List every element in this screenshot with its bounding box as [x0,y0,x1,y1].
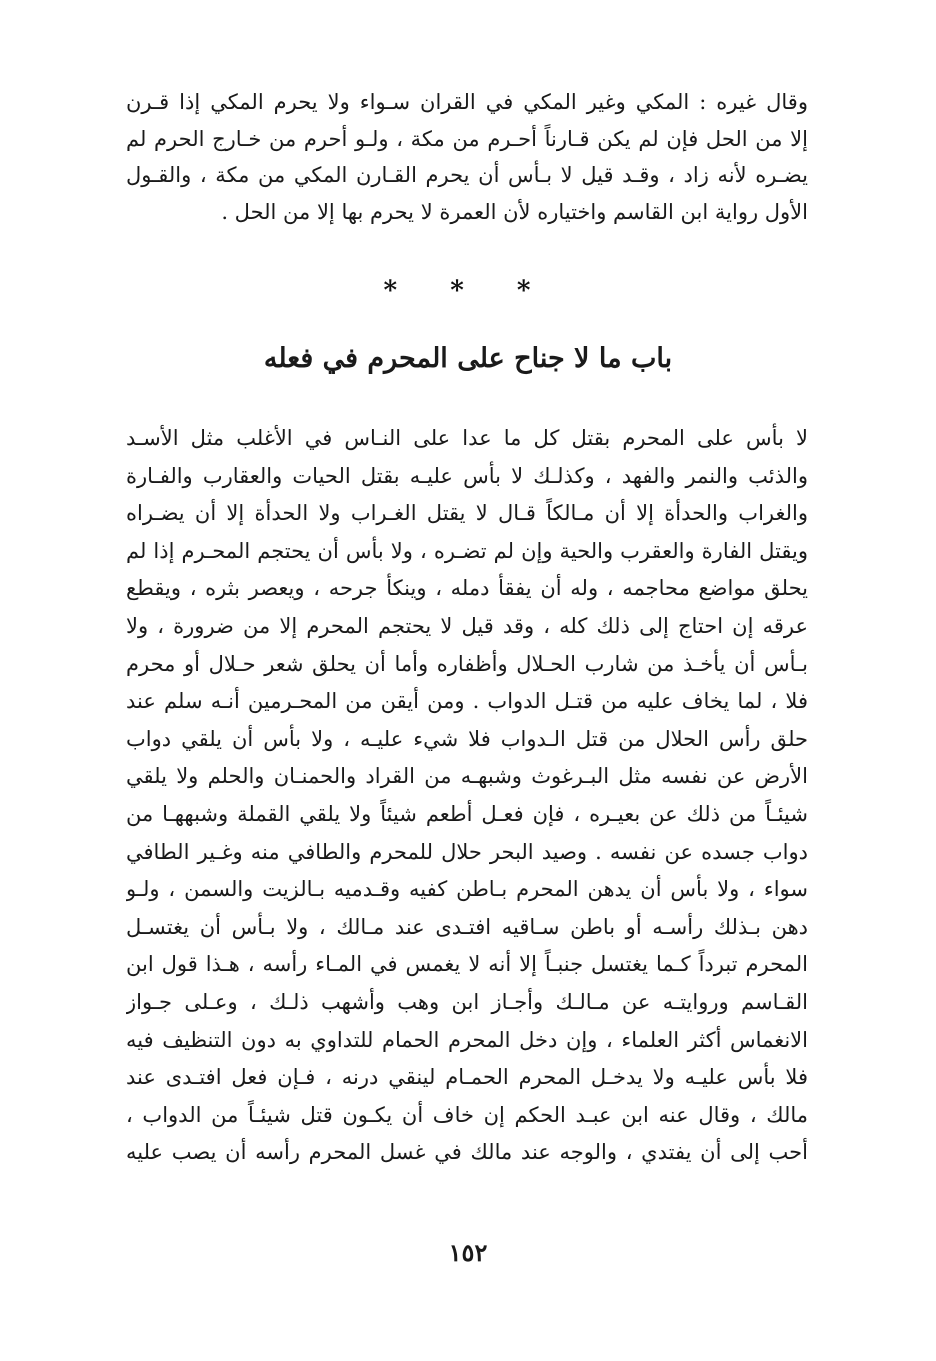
text-line: يضـره لأنه زاد ، وقـد قيل لا بـأس أن يحرم القـارن المكي من مكة ، والقـول [126,163,808,187]
page-number: ١٥٢ [448,1238,488,1267]
chapter-title: باب ما لا جناح على المحرم في فعله [263,343,673,374]
text-line: والغراب والحدأة إلا أن مـالكاً قـال لا يقتل الغـراب ولا الحدأة إلا أن يضـراه [126,501,808,526]
text-line: إلا من الحل فإن لم يكن قـارناً أحـرم من مكة ، ولـو أحرم من خـارج الحرم لم [126,126,808,151]
text-line: ويقتل الفارة والعقرب والحية وإن لم تضـره ، ولا بأس أن يحتجم المحـرم إذا لم [126,538,808,563]
text-line: الأول رواية ابن القاسم واختياره لأن العمرة لا يحرم بها إلا من الحل . [221,199,808,224]
text-line: شيئـاً من ذلك عن بعيـره ، فإن فعـل أطعم شيئاً ولا يلقي القملة وشبههـا من [126,801,808,826]
text-line: القـاسم وروايتـه عن مـالـك وأجـاز ابن وهب وأشهب ذلـك ، وعـلى جـواز [126,989,808,1014]
text-line: المحرم تبرداً كـما يغتسل جنبـاً إلا أنه لا يغمس في المـاء رأسه ، هـذا قول ابن [126,952,808,977]
text-line: أحب إلى أن يفتدي ، والوجه عند مالك في غسل المحرم رأسه أن يصب عليه [126,1140,808,1165]
text-line: لا بأس على المحرم بقتل كل ما عدا على النـاس في الأغلب مثل الأسـد [126,426,808,450]
text-line: مالك ، وقال عنه ابن عبـد الحكم إن خاف أن يكـون قتل شيئـاً من الدواب ، [126,1102,808,1127]
text-line: دواب جسده عن نفسه . وصيد البحر حلال للمحرم والطافي منه وغـير الطافي [126,839,808,864]
text-line: حلق رأس الحلال من قتل الـدواب فلا شيء عليـه ، ولا بأس أن يلقي دواب [126,726,808,751]
top-paragraph [126,84,808,230]
main-paragraph [126,420,808,1172]
section-separator: * * * [383,276,553,306]
text-line: وقال غيره : المكي وغير المكي في القران سـواء ولا يحرم المكي إذا قـرن [126,90,808,114]
text-line: بـأس أن يأخـذ من شارب الحـلال وأظفاره وأما أن يحلق شعر حـلال أو محرم [126,651,808,676]
text-line: عرقه إن احتاج إلى ذلك كله ، وقد قيل لا يحتجم المحرم إلا من ضرورة ، ولا [126,613,808,638]
text-line: يحلق مواضع محاجمه ، وله أن يفقأ دمله ، وينكأ جرحه ، ويعصر بثره ، ويقطع [126,576,808,601]
text-line: فلا ، لما يخاف عليه من قتـل الدواب . ومن أيقن من المحـرمين أنـه سلم عند [126,689,808,714]
text-line: فلا بأس عليـه ولا يدخـل المحرم الحمـام لينقي درنه ، فـإن فعل افتـدى عند [126,1065,808,1090]
text-line: دهن بـذلك رأسـه أو باطن سـاقيه افتـدى عند مـالك ، ولا بـأس أن يغتسـل [126,914,808,939]
text-line: الانغماس أكثر العلماء ، وإن دخل المحرم الحمام للتداوي به دون التنظيف فيه [126,1027,808,1052]
text-line: الأرض عن نفسه مثل البـرغوث وشبهـه من القراد والحمنـان والحلم ولا يلقي [126,764,808,789]
text-line: والذئب والنمر والفهد ، وكذلـك لا بأس عليـه بقتل الحيات والعقارب والفـارة [126,463,808,488]
text-line: سواء ، ولا بأس أن يدهن المحرم بـاطن كفيه وقـدميه بـالزيت والسمن ، ولـو [126,877,808,902]
